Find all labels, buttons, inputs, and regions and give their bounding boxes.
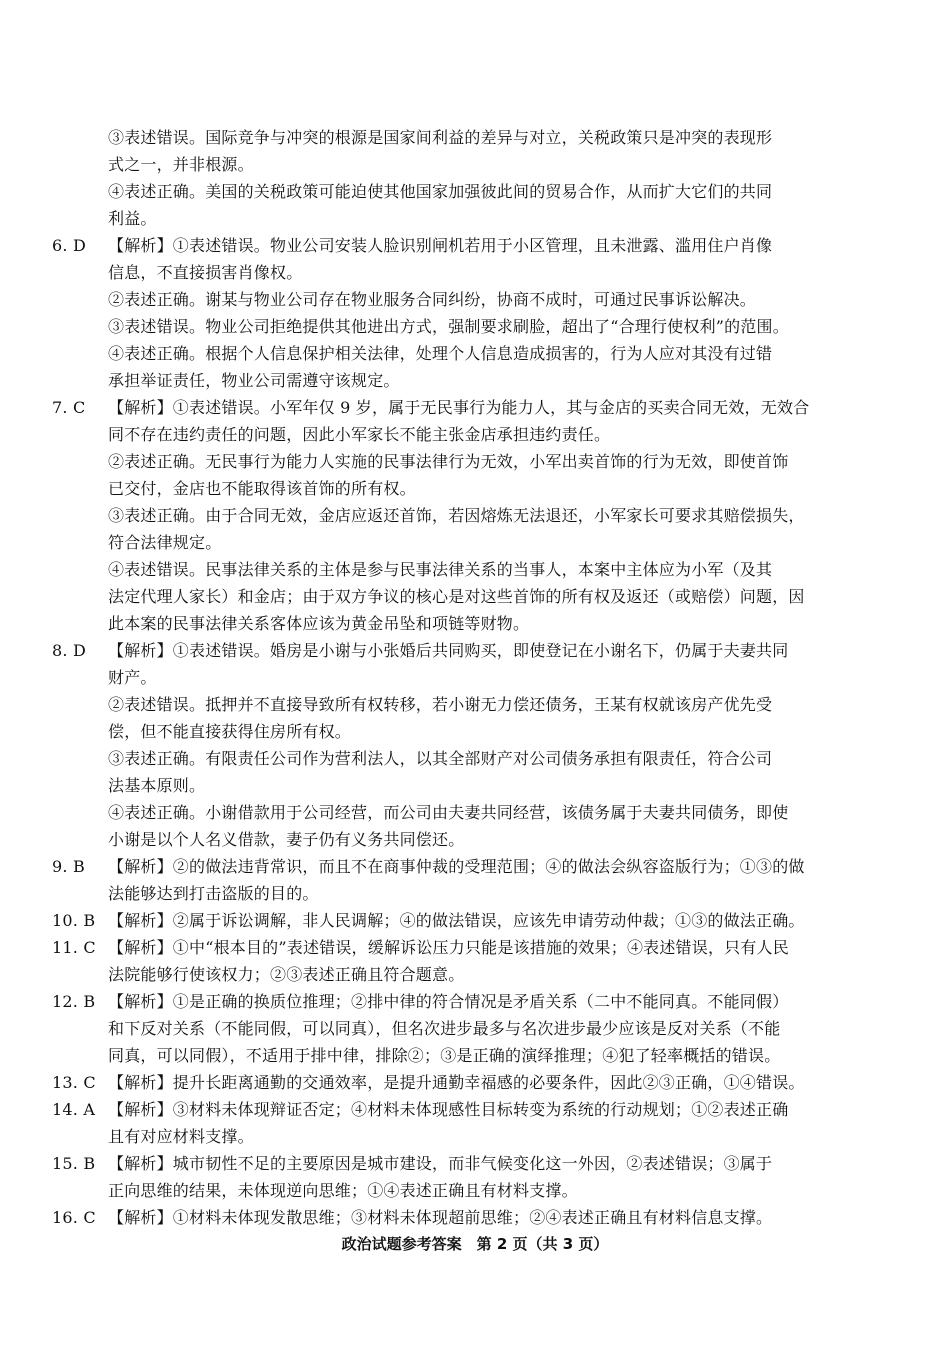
question-item	[52, 394, 902, 637]
question-number: 9. B	[52, 857, 85, 876]
question-text-line: 小谢是以个人名义借款，妻子仍有义务共同偿还。	[108, 830, 465, 849]
question-first-line	[52, 1096, 902, 1123]
question-text-line: ④表述正确。小谢借款用于公司经营，而公司由夫妻共同经营，该债务属于夫妻共同债务，即使	[108, 803, 789, 822]
question-text: 【解析】城市韧性不足的主要原因是城市建设，而非气候变化这一外因，②表述错误；③属于	[108, 1154, 773, 1173]
page-footer: 政治试题参考答案 第 2 页（共 3 页）	[341, 1235, 609, 1253]
question-text-line: ②表述正确。无民事行为能力人实施的民事法律行为无效，小军出卖首饰的行为无效，即使首饰	[108, 452, 789, 471]
question-text: 【解析】①表述错误。小军年仅 9 岁，属于无民事行为能力人，其与金店的买卖合同无效，无效合	[108, 398, 810, 417]
question-first-line	[52, 1150, 902, 1177]
question-text-line: 已交付，金店也不能取得该首饰的所有权。	[108, 479, 416, 498]
intro-block	[52, 124, 902, 232]
question-text-line: ②表述正确。谢某与物业公司存在物业服务合同纠纷，协商不成时，可通过民事诉讼解决。	[108, 290, 757, 309]
question-text-line: 此本案的民事法律关系客体应该为黄金吊坠和项链等财物。	[108, 614, 530, 633]
question-text-line: ③表述正确。由于合同无效，金店应返还首饰，若因熔炼无法退还，小军家长可要求其赔偿损失，	[108, 506, 805, 525]
question-number: 14. A	[52, 1100, 96, 1119]
question-first-line	[52, 853, 902, 880]
intro-line: ④表述正确。美国的关税政策可能迫使其他国家加强彼此间的贸易合作，从而扩大它们的共同	[108, 182, 773, 201]
question-text: 【解析】③材料未体现辩证否定；④材料未体现感性目标转变为系统的行动规划；①②表述正确	[108, 1100, 789, 1119]
question-number: 6. D	[52, 236, 86, 255]
question-first-line	[52, 988, 902, 1015]
question-text-line: 法基本原则。	[108, 776, 206, 795]
question-number: 15. B	[52, 1154, 96, 1173]
question-text: 【解析】提升长距离通勤的交通效率，是提升通勤幸福感的必要条件，因此②③正确，①④错误。	[108, 1073, 805, 1092]
question-text: 【解析】②的做法违背常识，而且不在商事仲裁的受理范围；④的做法会纵容盗版行为；①③的做	[108, 857, 805, 876]
question-text-line: 信息，不直接损害肖像权。	[108, 263, 303, 282]
question-text: 【解析】②属于诉讼调解，非人民调解；④的做法错误，应该先申请劳动仲裁；①③的做法正确。	[108, 911, 805, 930]
question-number: 13. C	[52, 1073, 96, 1092]
question-first-line	[52, 1069, 902, 1096]
question-item	[52, 934, 902, 988]
question-number: 10. B	[52, 911, 96, 930]
answer-content	[52, 124, 902, 1231]
question-text-line: 同真，可以同假），不适用于排中律，排除②；③是正确的演绎推理；④犯了轻率概括的错误。	[108, 1046, 781, 1065]
question-text-line: 法能够达到打击盗版的目的。	[108, 884, 319, 903]
intro-line: 式之一，并非根源。	[108, 155, 254, 174]
question-text: 【解析】①表述错误。物业公司安装人脸识别闸机若用于小区管理，且未泄露、滥用住户肖像	[108, 236, 773, 255]
question-text-line: ③表述错误。物业公司拒绝提供其他进出方式，强制要求刷脸，超出了“合理行使权利”的范围。	[108, 317, 789, 336]
question-text-line: 和下反对关系（不能同假，可以同真），但名次进步最多与名次进步最少应该是反对关系（不能	[108, 1019, 781, 1038]
question-text-line: 法定代理人家长）和金店；由于双方争议的核心是对这些首饰的所有权及返还（或赔偿）问题，因	[108, 587, 805, 606]
question-text-line: ④表述正确。根据个人信息保护相关法律，处理个人信息造成损害的，行为人应对其没有过错	[108, 344, 773, 363]
question-first-line	[52, 934, 902, 961]
question-number: 8. D	[52, 641, 86, 660]
question-text-line: 偿，但不能直接获得住房所有权。	[108, 722, 352, 741]
intro-line: ③表述错误。国际竞争与冲突的根源是国家间利益的差异与对立，关税政策只是冲突的表现形	[108, 128, 773, 147]
question-first-line	[52, 1204, 902, 1231]
question-text: 【解析】①表述错误。婚房是小谢与小张婚后共同购买，即使登记在小谢名下，仍属于夫妻共同	[108, 641, 789, 660]
question-text-line: 同不存在违约责任的问题，因此小军家长不能主张金店承担违约责任。	[108, 425, 611, 444]
question-item	[52, 1069, 902, 1096]
question-number: 16. C	[52, 1208, 96, 1227]
question-number: 7. C	[52, 398, 86, 417]
question-text-line: ③表述正确。有限责任公司作为营利法人，以其全部财产对公司债务承担有限责任，符合公司	[108, 749, 773, 768]
question-item	[52, 232, 902, 394]
question-first-line	[52, 637, 902, 664]
question-list	[52, 232, 902, 1231]
question-text-line: ④表述错误。民事法律关系的主体是参与民事法律关系的当事人，本案中主体应为小军（及其	[108, 560, 773, 579]
question-text-line: 财产。	[108, 668, 157, 687]
question-number: 12. B	[52, 992, 96, 1011]
question-first-line	[52, 232, 902, 259]
question-first-line	[52, 907, 902, 934]
question-text-line: 法院能够行使该权力；②③表述正确且符合题意。	[108, 965, 465, 984]
question-text: 【解析】①是正确的换质位推理；②排中律的符合情况是矛盾关系（二中不能同真。不能同假）	[108, 992, 789, 1011]
question-item	[52, 1150, 902, 1204]
question-text-line: ②表述错误。抵押并不直接导致所有权转移，若小谢无力偿还债务，王某有权就该房产优先受	[108, 695, 773, 714]
question-item	[52, 988, 902, 1069]
question-item	[52, 853, 902, 907]
question-text-line: 正向思维的结果，未体现逆向思维；①④表述正确且有材料支撑。	[108, 1181, 578, 1200]
question-item	[52, 1096, 902, 1150]
question-item	[52, 637, 902, 853]
question-number: 11. C	[52, 938, 96, 957]
question-text-line: 符合法律规定。	[108, 533, 222, 552]
question-text-line: 且有对应材料支撑。	[108, 1127, 254, 1146]
intro-line: 利益。	[108, 209, 157, 228]
question-item	[52, 907, 902, 934]
question-text-line: 承担举证责任，物业公司需遵守该规定。	[108, 371, 400, 390]
question-text: 【解析】①中“根本目的”表述错误，缓解诉讼压力只能是该措施的效果；④表述错误，只有人民	[108, 938, 789, 957]
question-text: 【解析】①材料未体现发散思维；③材料未体现超前思维；②④表述正确且有材料信息支撑。	[108, 1208, 773, 1227]
question-item	[52, 1204, 902, 1231]
question-first-line	[52, 394, 902, 421]
